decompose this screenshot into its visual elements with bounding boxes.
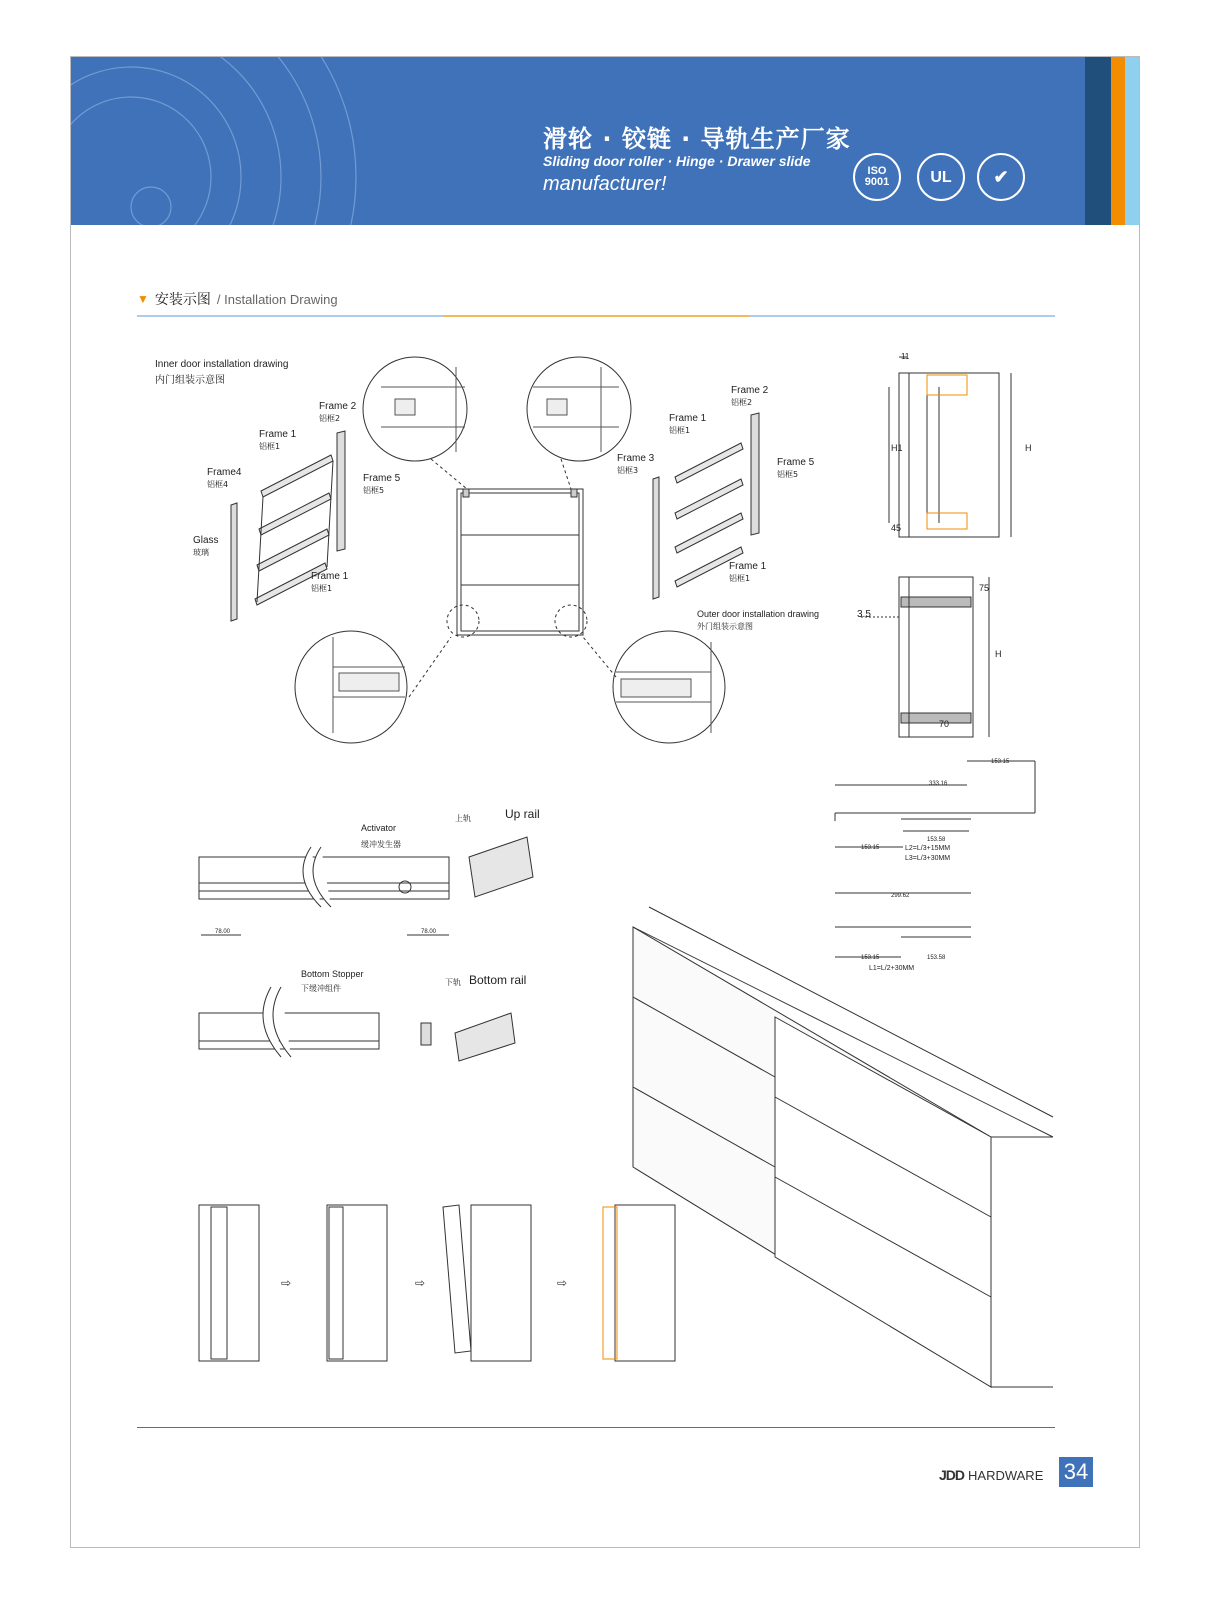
dim-75: 75 [979,583,990,593]
label-glass: Glass [193,535,219,546]
dim-bottom-total: 299.62 [891,893,910,899]
installation-steps [199,1205,675,1361]
label-bottom-rail: Bottom rail [469,973,527,987]
dim-11: 11 [901,352,910,361]
formula-l2: L2=L/3+15MM [905,845,951,852]
label-glass-cn: 玻璃 [193,548,209,557]
iso-9001-badge: ISO 9001 [853,153,901,201]
label-frame3-cn: 铝框3 [617,466,639,475]
label-frame1-outer-bottom: Frame 1 [729,561,767,572]
dim-bottom-left: 153.15 [861,955,880,961]
inner-door-title-en: Inner door installation drawing [155,359,289,370]
formula-l3: L3=L/3+30MM [905,855,951,862]
step-arrow-icon: ⇨ [557,1276,568,1290]
label-frame5-outer-cn: 铝框5 [777,470,799,479]
up-rail-drawing [199,837,533,935]
header-title-en: Sliding door roller · Hinge · Drawer slide [543,153,811,169]
label-frame3: Frame 3 [617,453,655,464]
label-frame1-outer-cn: 铝框1 [669,426,691,435]
header-title-cn: 滑轮 · 铰链 · 导轨生产厂家 [543,125,851,153]
side-section-bottom [861,577,989,737]
outer-door-title-en: Outer door installation drawing [697,609,820,619]
technical-drawings [71,57,1139,1547]
label-bottom-stopper: Bottom Stopper [301,969,364,979]
label-frame5-outer: Frame 5 [777,457,815,468]
dim-up-rail-left: 78.00 [215,929,231,935]
dim-h1: H1 [891,443,903,453]
step-arrow-icon: ⇨ [281,1276,292,1290]
bottom-rail-drawing [199,987,515,1061]
inner-door-title-cn: 内门组装示意图 [155,375,225,386]
label-bottom-stopper-cn: 下缓冲组件 [301,984,341,993]
label-frame2-outer: Frame 2 [731,385,769,396]
dim-h-2: H [995,649,1002,659]
label-frame1-outer-bottom-cn: 铝框1 [729,574,751,583]
plan-view-bottom [835,893,971,957]
brand-text: HARDWARE [968,1467,1044,1483]
label-activator: Activator [361,823,397,833]
label-frame1-inner-cn: 铝框1 [259,442,281,451]
dim-top-total: 333.16 [929,781,948,787]
header-subtitle-en: manufacturer! [543,173,667,195]
side-section-top [889,357,1011,537]
section-title-en: / Installation Drawing [216,291,338,307]
triangle-bullet-icon: ▼ [137,292,149,306]
sgs-badge: ✔ [977,153,1025,201]
label-bottom-rail-cn: 下轨 [445,978,461,987]
label-frame2-inner-cn: 铝框2 [319,414,341,423]
label-frame1-inner-bottom: Frame 1 [311,571,349,582]
label-frame1-inner-bottom-cn: 铝框1 [311,584,333,593]
catalog-page [70,56,1140,1548]
dim-3-5: 3.5 [857,609,871,620]
dim-top-right: 153.15 [991,759,1010,765]
label-up-rail: Up rail [505,807,540,821]
label-up-rail-cn: 上轨 [455,814,471,823]
label-frame1-inner: Frame 1 [259,429,297,440]
assembled-door-frame [457,489,583,635]
brand-logo: JDD [939,1467,965,1483]
dim-45: 45 [891,523,902,533]
step-arrow-icon: ⇨ [415,1276,426,1290]
label-frame2-outer-cn: 铝框2 [731,398,753,407]
dim-bottom-right: 153.58 [927,955,946,961]
label-frame5-inner: Frame 5 [363,473,401,484]
label-frame5-inner-cn: 铝框5 [363,486,385,495]
label-activator-cn: 缓冲发生器 [361,840,401,849]
footer-rule [137,1427,1055,1428]
isometric-door-assembly [633,907,1053,1387]
outer-door-title-cn: 外门组装示意图 [697,622,753,631]
dim-top-mid: 153.58 [927,837,946,843]
label-frame1-outer: Frame 1 [669,413,707,424]
dim-70: 70 [939,719,950,729]
formula-l1: L1=L/2+30MM [869,965,915,972]
dim-up-rail-right: 78.00 [421,929,437,935]
page-number: 34 [1059,1457,1093,1487]
label-frame2-inner: Frame 2 [319,401,357,412]
section-title-cn: 安装示图 [154,292,211,308]
dim-top-left: 153.15 [861,845,880,851]
dim-h: H [1025,443,1032,453]
ul-badge: UL [917,153,965,201]
label-frame4-cn: 铝框4 [207,480,229,489]
footer-brand [939,1467,1043,1483]
label-frame4: Frame4 [207,467,242,478]
zoom-circle-top-right [527,357,631,461]
